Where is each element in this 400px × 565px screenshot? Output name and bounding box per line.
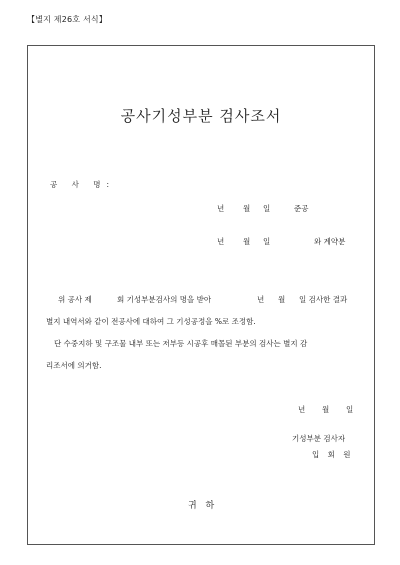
contract-year-label: 년 — [217, 237, 225, 246]
body-text: 월 — [278, 295, 286, 304]
body-text: 년 — [257, 295, 265, 304]
contract-suffix: 와 계약분 — [314, 237, 346, 246]
witness-label: 입 회 원 — [312, 450, 354, 459]
inspector-title: 기성부분 검사자 — [292, 434, 346, 443]
document-title: 공사기성부분 검사조서 — [120, 107, 282, 125]
signoff-year-label: 년 — [298, 405, 306, 414]
body-text: 일 검사한 결과 — [299, 295, 348, 304]
body-text: 리조서에 의거함. — [46, 361, 102, 370]
inspection-form-sheet — [27, 45, 375, 545]
signoff-month-label: 월 — [322, 405, 330, 414]
contract-month-label: 월 — [243, 237, 251, 246]
project-name-label: 공 사 명: — [50, 180, 116, 189]
contract-day-label: 일 — [263, 237, 271, 246]
completion-month-label: 월 — [243, 204, 251, 213]
body-text: 별지 내역서와 같이 전공사에 대하여 그 기성공정을 %로 조정함. — [46, 317, 256, 326]
completion-suffix: 준공 — [294, 204, 309, 213]
body-text: 회 기성부분검사의 명을 받아 — [117, 295, 212, 304]
addressee-label: 귀 하 — [188, 501, 218, 511]
completion-day-label: 일 — [263, 204, 271, 213]
completion-year-label: 년 — [217, 204, 225, 213]
body-text: 위 공사 제 — [58, 295, 92, 304]
form-number-label: 【별지 제26호 서식】 — [27, 15, 108, 24]
signoff-day-label: 일 — [346, 405, 354, 414]
body-text: 단 수중지하 및 구조물 내부 또는 저부등 시공후 매몰된 부분의 검사는 별지 감 — [54, 339, 308, 348]
